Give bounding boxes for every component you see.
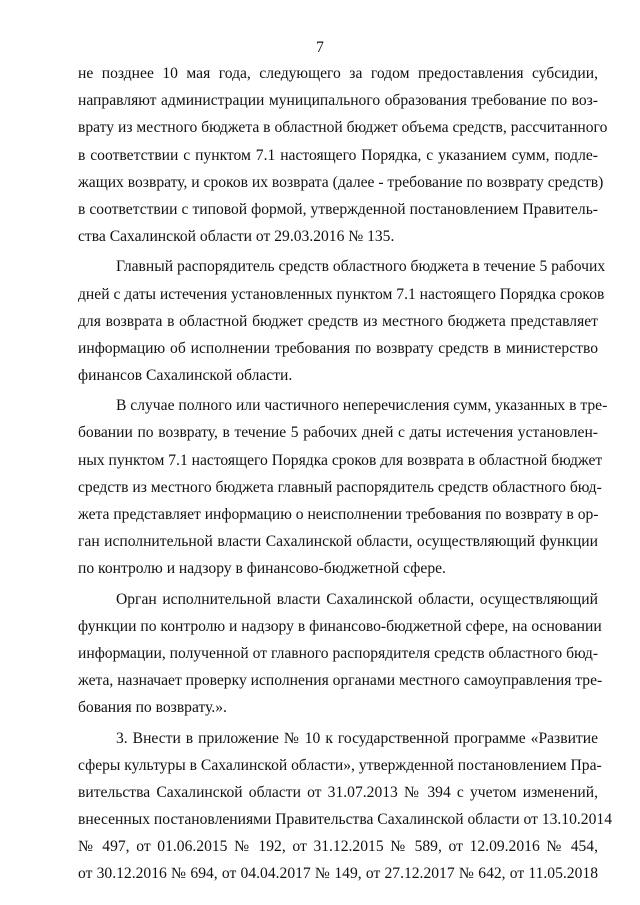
- text-line: в соответствии с пунктом 7.1 настоящего Порядка, с указанием сумм, подле-: [78, 146, 598, 164]
- text-line: для возврата в областной бюджет средств из местного бюджета представляет: [78, 312, 598, 330]
- text-line: в соответствии с типовой формой, утвержденной постановлением Правитель-: [78, 200, 598, 218]
- text-line: по контролю и надзору в финансово-бюджетной сфере.: [78, 560, 446, 578]
- text-line: информации, полученной от главного распорядителя средств областного бюд-: [78, 644, 599, 662]
- document-body: [78, 60, 612, 888]
- text-line: Орган исполнительной власти Сахалинской области, осуществляющий: [116, 590, 598, 608]
- text-line: вительства Сахалинской области от 31.07.2013 № 394 с учетом изменений,: [78, 783, 598, 801]
- text-line: бовании по возврату, в течение 5 рабочих дней с даты истечения установлен-: [78, 424, 598, 442]
- text-line: Главный распорядитель средств областного бюджета в течение 5 рабочих: [116, 258, 606, 276]
- text-line: информацию об исполнении требования по возврату средств в министерство: [78, 339, 598, 357]
- paragraph: [78, 60, 608, 250]
- text-line: № 497, от 01.06.2015 № 192, от 31.12.2015 № 589, от 12.09.2016 № 454,: [78, 838, 598, 856]
- text-line: В случае полного или частичного неперечисления сумм, указанных в тре-: [116, 397, 608, 415]
- text-line: врату из местного бюджета в областной бюджет объема средств, рассчитанного: [78, 119, 608, 137]
- text-line: жащих возврату, и сроков их возврата (далее - требование по возврату средств): [78, 173, 604, 191]
- text-line: 3. Внести в приложение № 10 к государственной программе «Развитие: [116, 729, 598, 747]
- paragraph: [78, 725, 612, 888]
- text-line: ства Сахалинской области от 29.03.2016 № 135.: [78, 228, 395, 246]
- text-line: не позднее 10 мая года, следующего за годом предоставления субсидии,: [78, 65, 598, 82]
- text-line: направляют администрации муниципального образования требование по воз-: [78, 92, 598, 110]
- text-line: дней с даты истечения установленных пунктом 7.1 настоящего Порядка сроков: [78, 285, 605, 303]
- text-line: жета представляет информацию о неисполнении требования по возврату в ор-: [78, 506, 599, 523]
- text-line: ных пунктом 7.1 настоящего Порядка сроков для возврата в областной бюджет: [78, 451, 603, 469]
- paragraph: [78, 586, 603, 722]
- page-number: 7: [316, 39, 324, 56]
- text-line: ган исполнительной власти Сахалинской области, осуществляющий функции: [78, 533, 598, 551]
- text-line: финансов Сахалинской области.: [78, 367, 293, 385]
- text-line: сферы культуры в Сахалинской области», утвержденной постановлением Пра-: [78, 756, 602, 774]
- text-line: жета, назначает проверку исполнения органами местного самоуправления тре-: [78, 672, 603, 690]
- text-line: средств из местного бюджета главный распорядитель средств областного бюд-: [78, 478, 602, 496]
- paragraph: [78, 392, 608, 582]
- paragraph: [78, 253, 606, 389]
- text-line: функции по контролю и надзору в финансово-бюджетной сфере, на основании: [78, 617, 602, 635]
- text-line: бования по возврату.».: [78, 699, 227, 717]
- text-line: от 30.12.2016 № 694, от 04.04.2017 № 149, от 27.12.2017 № 642, от 11.05.2018: [78, 865, 598, 883]
- text-line: внесенных постановлениями Правительства Сахалинской области от 13.10.2014: [78, 811, 612, 829]
